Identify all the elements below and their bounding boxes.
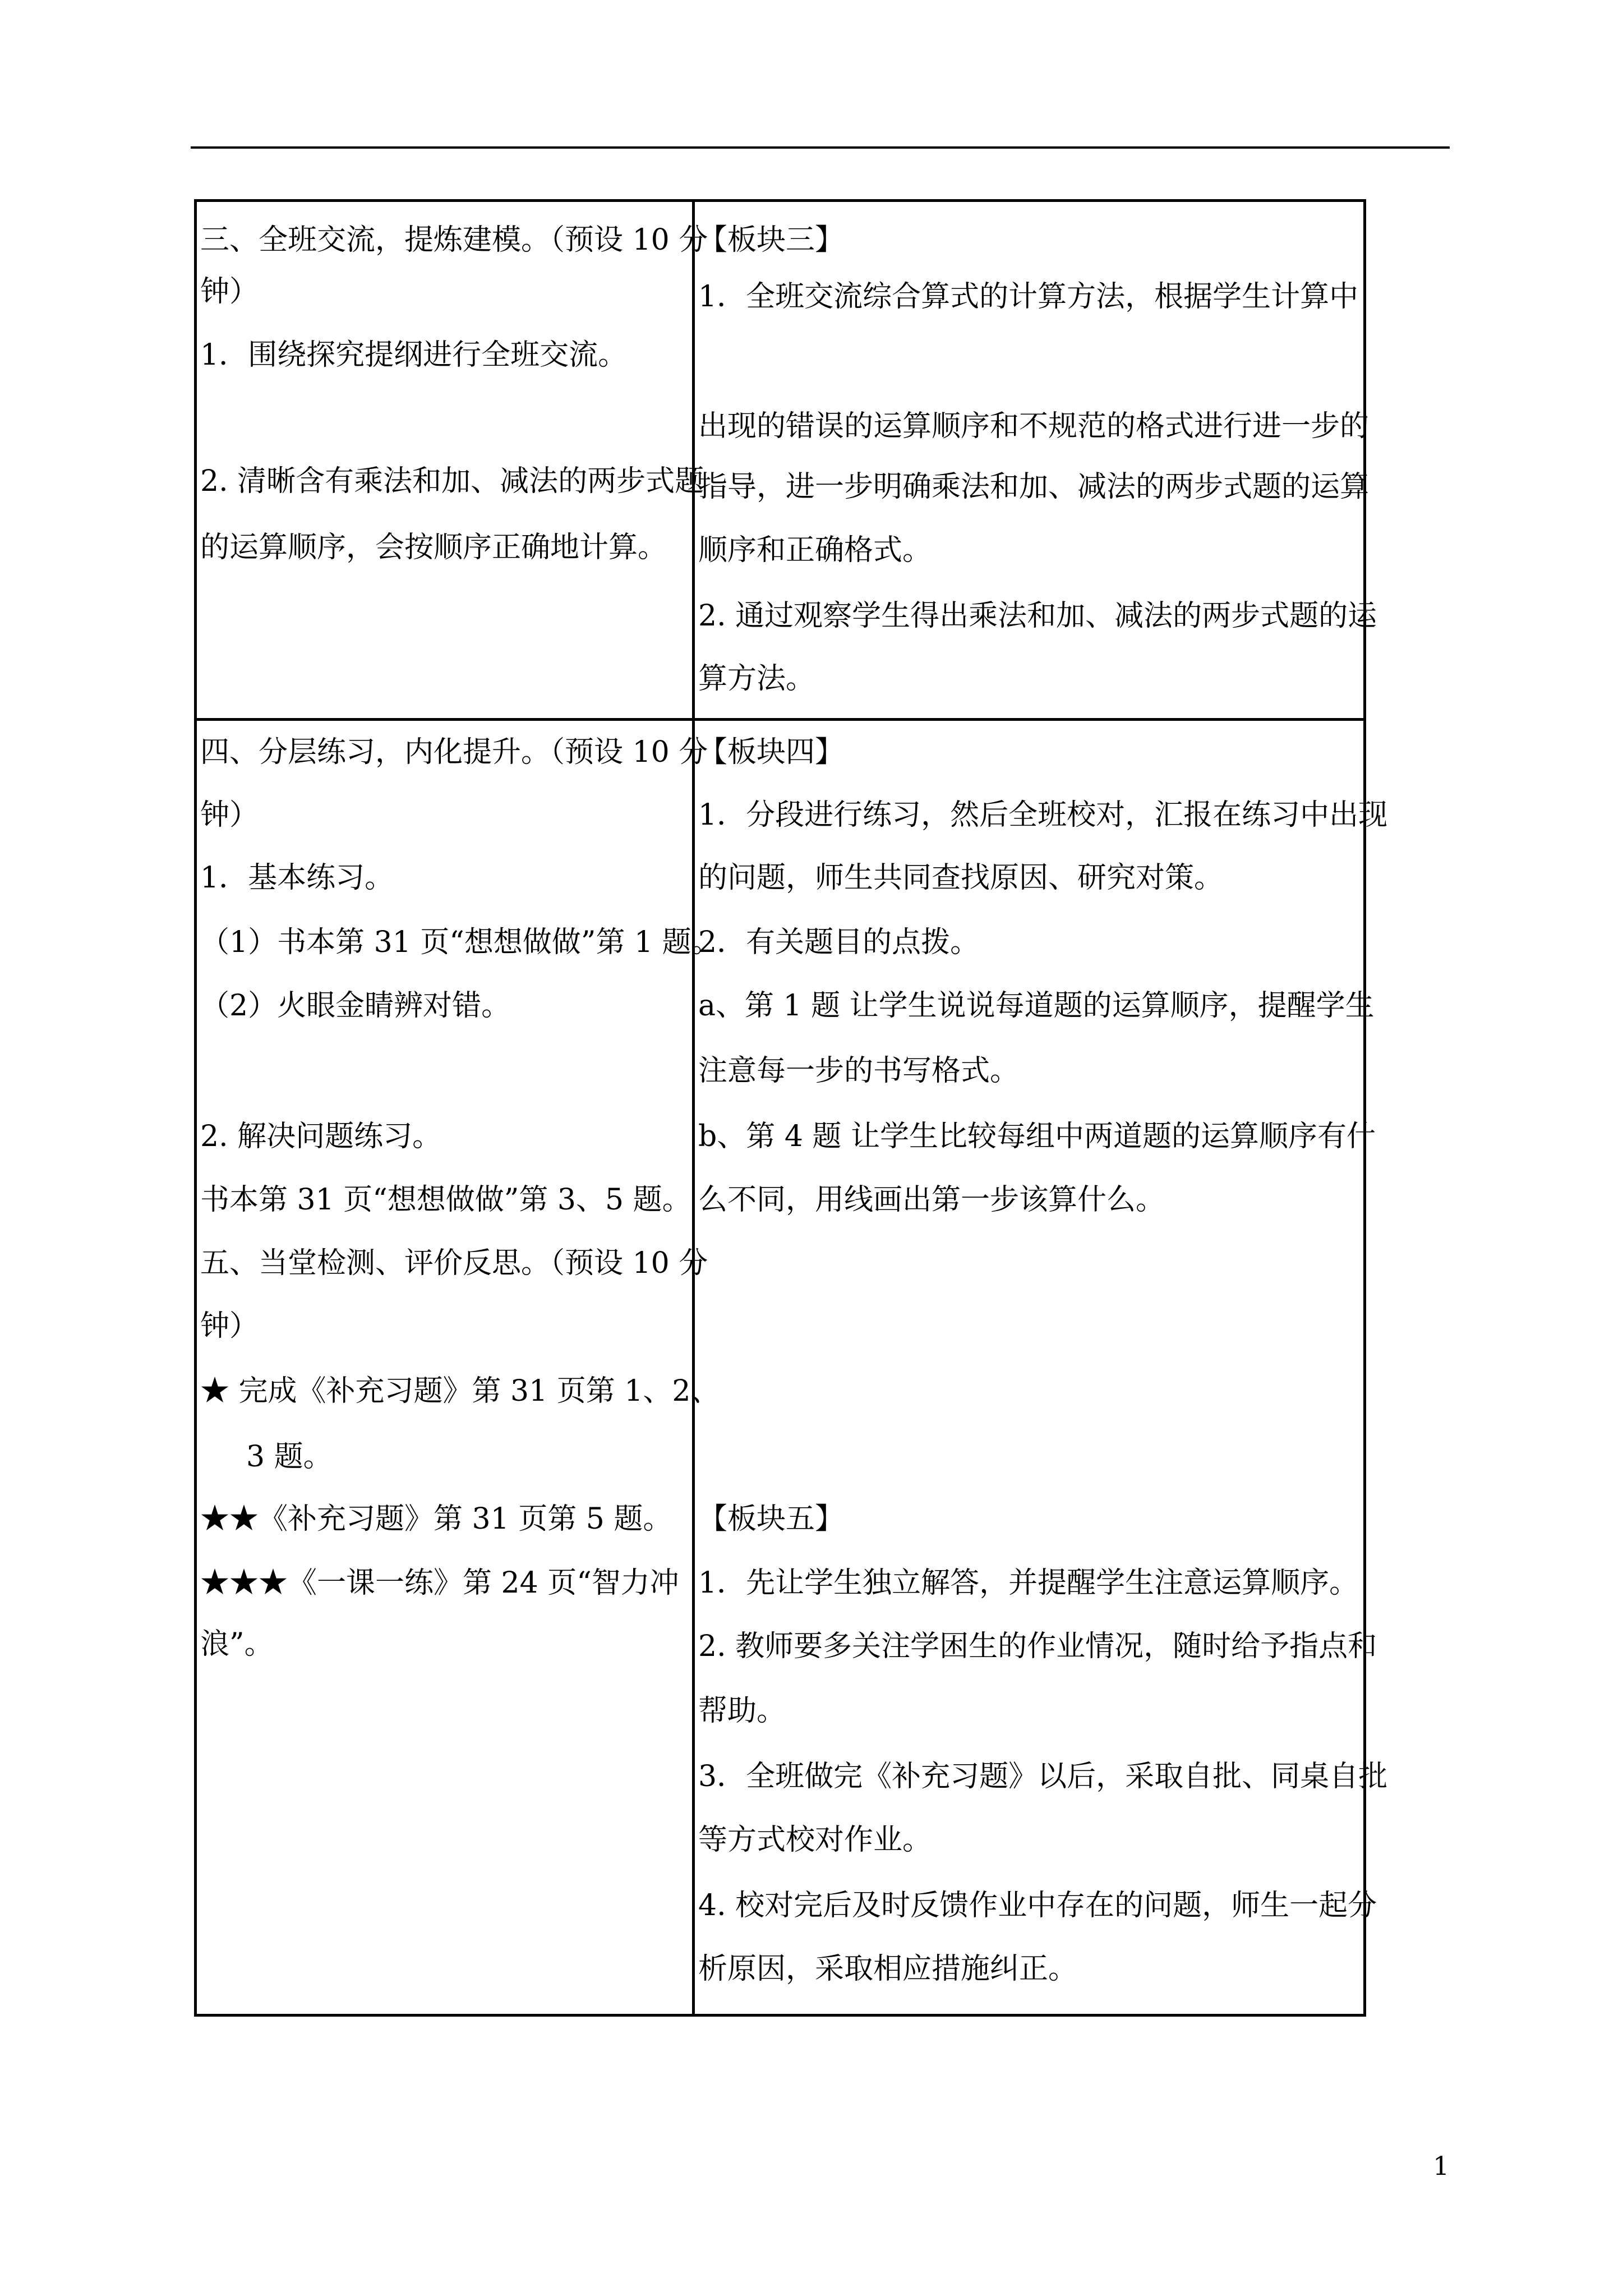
row2-right-line: b、第 4 题 让学生比较每组中两道题的运算顺序有什 xyxy=(698,1120,1376,1153)
row2-right-line: 【板块四】 xyxy=(698,735,845,769)
row2-right-line: 帮助。 xyxy=(698,1694,786,1728)
row1-right-line: 指导，进一步明确乘法和加、减法的两步式题的运算 xyxy=(698,470,1370,504)
row2-right-line: a、第 1 题 让学生说说每道题的运算顺序，提醒学生 xyxy=(698,989,1375,1023)
row1-right-line: 1．全班交流综合算式的计算方法，根据学生计算中 xyxy=(698,280,1359,314)
row1-right-cell xyxy=(694,201,1377,720)
row1-right-line: 【板块三】 xyxy=(698,223,845,257)
row1-left-line: 三、全班交流，提炼建模。（预设 10 分 xyxy=(200,223,708,257)
row1-right-line: 顺序和正确格式。 xyxy=(698,533,932,567)
row2-right-line: 4. 校对完后及时反馈作业中存在的问题，师生一起分 xyxy=(698,1889,1377,1922)
row1-left-line: 钟） xyxy=(200,275,259,309)
row2-left-line: ★★《补充习题》第 31 页第 5 题。 xyxy=(200,1502,672,1536)
row1-left-line: 2. 清晰含有乘法和加、减法的两步式题 xyxy=(200,464,704,498)
row2-left-line: （1）书本第 31 页“想想做做”第 1 题。 xyxy=(200,926,721,959)
row2-left-line: 1．基本练习。 xyxy=(200,861,394,895)
row2-right-cell xyxy=(694,720,1388,2016)
row1-left-cell xyxy=(196,201,708,720)
row2-right-line: 1．分段进行练习，然后全班校对，汇报在练习中出现 xyxy=(698,798,1388,832)
row2-left-line: 浪”。 xyxy=(200,1627,274,1661)
row2-right-line: 析原因，采取相应措施纠正。 xyxy=(698,1952,1078,1986)
row2-left-line: 五、当堂检测、评价反思。（预设 10 分 xyxy=(200,1246,708,1280)
row1-left-line: 的运算顺序，会按顺序正确地计算。 xyxy=(200,531,667,564)
row2-left-line: 2. 解决问题练习。 xyxy=(200,1120,442,1153)
row2-left-line: （2）火眼金睛辨对错。 xyxy=(200,989,511,1023)
row2-right-line: 2. 教师要多关注学困生的作业情况，随时给予指点和 xyxy=(698,1630,1377,1663)
row1-right-line: 2. 通过观察学生得出乘法和加、减法的两步式题的运 xyxy=(698,599,1377,633)
row2-left-line: 3 题。 xyxy=(246,1440,333,1474)
row2-left-line: 四、分层练习，内化提升。（预设 10 分 xyxy=(200,735,708,769)
row2-left-line: ★ 完成《补充习题》第 31 页第 1、2、 xyxy=(200,1374,720,1408)
row2-left-line: 钟） xyxy=(200,1309,259,1343)
row2-right-line: 3．全班做完《补充习题》以后，采取自批、同桌自批 xyxy=(698,1760,1388,1793)
page-number: 1 xyxy=(1433,2151,1450,2181)
row2-left-line: ★★★《一课一练》第 24 页“智力冲 xyxy=(200,1566,679,1600)
row2-right-line: 注意每一步的书写格式。 xyxy=(698,1054,1020,1088)
header-rule xyxy=(191,146,1450,149)
row2-right-line: 【板块五】 xyxy=(698,1502,845,1536)
row2-right-line: 2．有关题目的点拨。 xyxy=(698,926,980,959)
row2-right-line: 的问题，师生共同查找原因、研究对策。 xyxy=(698,861,1224,895)
table-row xyxy=(196,720,1365,2016)
row1-right-line: 出现的错误的运算顺序和不规范的格式进行进一步的 xyxy=(698,409,1370,443)
row1-left-line: 1．围绕探究提纲进行全班交流。 xyxy=(200,338,628,372)
row2-right-line: 1．先让学生独立解答，并提醒学生注意运算顺序。 xyxy=(698,1566,1359,1600)
row2-left-line: 书本第 31 页“想想做做”第 3、5 题。 xyxy=(200,1183,691,1217)
row2-right-line: 么不同，用线画出第一步该算什么。 xyxy=(698,1183,1165,1217)
table-row xyxy=(196,201,1365,720)
row2-right-line: 等方式校对作业。 xyxy=(698,1823,932,1857)
lesson-plan-table xyxy=(194,199,1388,2017)
row1-right-line: 算方法。 xyxy=(698,662,815,696)
row2-left-cell xyxy=(196,720,721,2016)
row2-left-line: 钟） xyxy=(200,798,259,832)
